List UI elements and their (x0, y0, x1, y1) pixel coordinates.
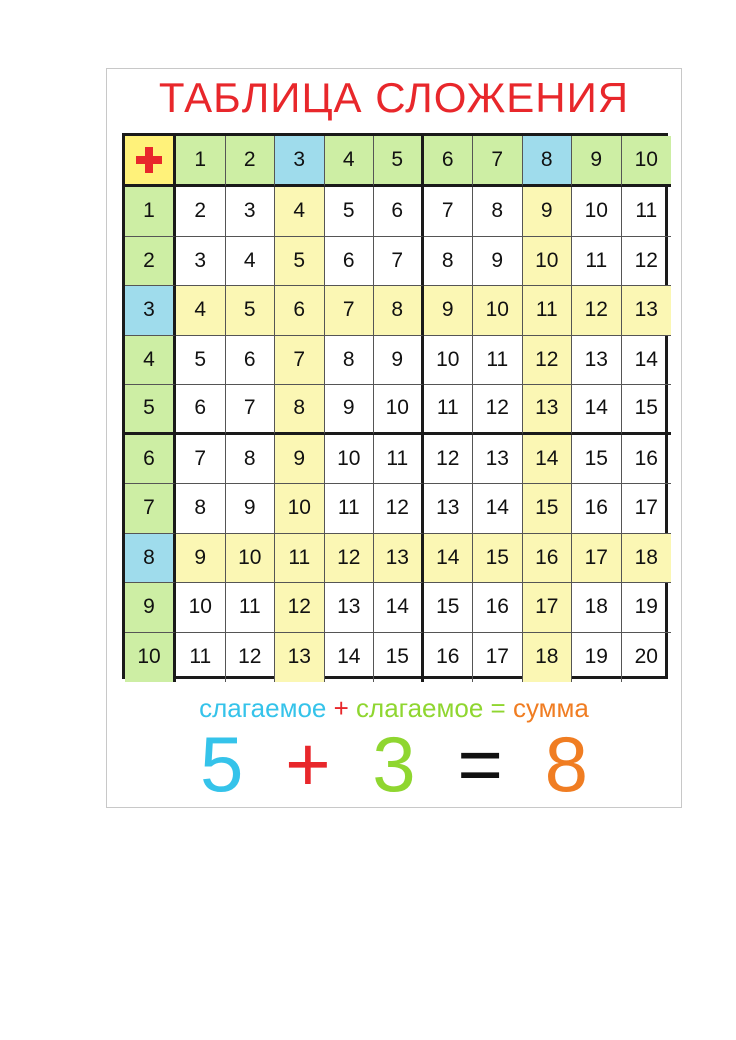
caption-equals: = (490, 693, 506, 723)
sum-cell: 10 (523, 237, 573, 287)
column-header: 4 (325, 136, 375, 187)
sum-cell: 4 (226, 237, 276, 287)
sum-cell: 15 (572, 435, 622, 485)
sum-cell: 2 (176, 187, 226, 237)
sum-cell: 11 (374, 435, 424, 485)
sum-cell: 17 (523, 583, 573, 633)
column-header: 6 (424, 136, 474, 187)
sum-cell: 11 (226, 583, 276, 633)
sum-cell: 17 (572, 534, 622, 584)
sum-cell: 6 (226, 336, 276, 386)
row-header: 1 (125, 187, 176, 237)
sum-cell: 13 (424, 484, 474, 534)
sum-cell: 7 (275, 336, 325, 386)
sum-cell: 8 (374, 286, 424, 336)
row-header: 10 (125, 633, 176, 683)
sum-cell: 8 (176, 484, 226, 534)
row-header: 5 (125, 385, 176, 435)
sum-cell: 3 (226, 187, 276, 237)
row-header: 9 (125, 583, 176, 633)
sum-cell: 9 (176, 534, 226, 584)
page-title: ТАБЛИЦА СЛОЖЕНИЯ (158, 74, 630, 121)
sum-cell: 16 (424, 633, 474, 683)
sum-cell: 13 (523, 385, 573, 435)
sum-cell: 18 (622, 534, 672, 584)
sum-cell: 3 (176, 237, 226, 287)
sum-cell: 20 (634, 645, 658, 669)
sum-cell: 10 (374, 385, 424, 435)
column-header: 8 (523, 136, 573, 187)
sum-cell: 11 (473, 336, 523, 386)
sum-cell: 5 (325, 187, 375, 237)
sum-cell: 8 (275, 385, 325, 435)
sum-cell: 12 (325, 534, 375, 584)
sum-cell: 9 (226, 484, 276, 534)
example-result: 8 (544, 720, 588, 808)
sum-cell: 11 (176, 633, 226, 683)
sum-cell: 9 (424, 286, 474, 336)
sum-cell: 14 (622, 336, 672, 386)
caption-addend-2: слагаемое (356, 693, 484, 723)
sum-cell: 13 (572, 336, 622, 386)
sum-cell: 12 (275, 583, 325, 633)
row-header: 2 (125, 237, 176, 287)
sum-cell: 19 (572, 633, 622, 683)
sum-cell: 16 (622, 435, 672, 485)
sum-cell: 18 (572, 583, 622, 633)
sum-cell: 16 (523, 534, 573, 584)
sum-cell: 6 (176, 385, 226, 435)
addition-table (122, 133, 668, 679)
sum-cell: 12 (424, 435, 474, 485)
row-header: 6 (125, 435, 176, 485)
column-header: 5 (374, 136, 424, 187)
sum-cell: 8 (473, 187, 523, 237)
sum-cell: 8 (325, 336, 375, 386)
sum-cell: 18 (523, 633, 573, 683)
sum-cell: 9 (374, 336, 424, 386)
sum-cell: 14 (572, 385, 622, 435)
sum-cell: 11 (523, 286, 573, 336)
caption-addend-1: слагаемое (199, 693, 327, 723)
sum-cell: 10 (572, 187, 622, 237)
sum-cell: 10 (325, 435, 375, 485)
sum-cell: 15 (473, 534, 523, 584)
sum-cell: 15 (622, 385, 672, 435)
sum-cell: 11 (622, 187, 672, 237)
sum-cell: 10 (226, 534, 276, 584)
sum-cell: 12 (226, 633, 276, 683)
sum-cell: 5 (176, 336, 226, 386)
caption-plus: + (333, 693, 349, 723)
column-header: 10 (622, 136, 672, 187)
sum-cell: 14 (473, 484, 523, 534)
column-header: 1 (176, 136, 226, 187)
sum-cell: 8 (424, 237, 474, 287)
sum-cell: 12 (572, 286, 622, 336)
sum-cell: 6 (325, 237, 375, 287)
sum-cell: 6 (374, 187, 424, 237)
sum-cell: 12 (523, 336, 573, 386)
column-header: 9 (572, 136, 622, 187)
row-header: 4 (125, 336, 176, 386)
sum-cell: 10 (275, 484, 325, 534)
sum-cell: 14 (374, 583, 424, 633)
example-plus: + (285, 720, 331, 808)
sum-cell: 11 (572, 237, 622, 287)
sum-cell: 10 (473, 286, 523, 336)
sum-cell: 16 (473, 583, 523, 633)
sum-cell: 7 (226, 385, 276, 435)
sum-cell: 15 (523, 484, 573, 534)
sum-cell: 7 (325, 286, 375, 336)
sum-cell: 4 (176, 286, 226, 336)
sum-cell: 11 (325, 484, 375, 534)
example-equation (106, 722, 682, 806)
sum-cell: 17 (622, 484, 672, 534)
sum-cell: 14 (424, 534, 474, 584)
sum-cell: 13 (325, 583, 375, 633)
example-addend-b: 3 (372, 720, 416, 808)
sum-cell: 9 (523, 187, 573, 237)
column-header: 7 (473, 136, 523, 187)
sum-cell: 5 (275, 237, 325, 287)
sum-cell: 11 (424, 385, 474, 435)
sum-cell: 19 (622, 583, 672, 633)
column-header: 3 (275, 136, 325, 187)
sum-cell: 12 (473, 385, 523, 435)
caption-sum: сумма (512, 693, 589, 723)
column-header: 2 (226, 136, 276, 187)
sum-cell: 13 (473, 435, 523, 485)
sum-cell: 13 (622, 286, 672, 336)
plus-icon (134, 145, 164, 175)
sum-cell: 5 (226, 286, 276, 336)
sum-cell: 13 (275, 633, 325, 683)
sum-cell: 17 (473, 633, 523, 683)
sum-cell: 4 (275, 187, 325, 237)
sum-cell: 9 (473, 237, 523, 287)
sum-cell: 10 (424, 336, 474, 386)
sum-cell: 9 (275, 435, 325, 485)
sum-cell: 8 (226, 435, 276, 485)
sum-cell: 6 (275, 286, 325, 336)
row-header: 7 (125, 484, 176, 534)
sum-cell: 15 (424, 583, 474, 633)
sum-cell: 12 (622, 237, 672, 287)
sum-cell: 10 (176, 583, 226, 633)
sum-cell: 15 (374, 633, 424, 683)
sum-cell: 9 (325, 385, 375, 435)
sum-cell: 7 (374, 237, 424, 287)
row-header: 3 (125, 286, 176, 336)
sum-cell: 12 (374, 484, 424, 534)
sum-cell: 7 (176, 435, 226, 485)
sum-cell: 11 (275, 534, 325, 584)
example-addend-a: 5 (200, 720, 244, 808)
row-header: 8 (125, 534, 176, 584)
sum-cell: 16 (572, 484, 622, 534)
sum-cell: 13 (374, 534, 424, 584)
sum-cell: 7 (424, 187, 474, 237)
sum-cell: 14 (325, 633, 375, 683)
table-corner (125, 136, 176, 187)
sum-cell: 14 (523, 435, 573, 485)
example-equals: = (457, 720, 503, 808)
